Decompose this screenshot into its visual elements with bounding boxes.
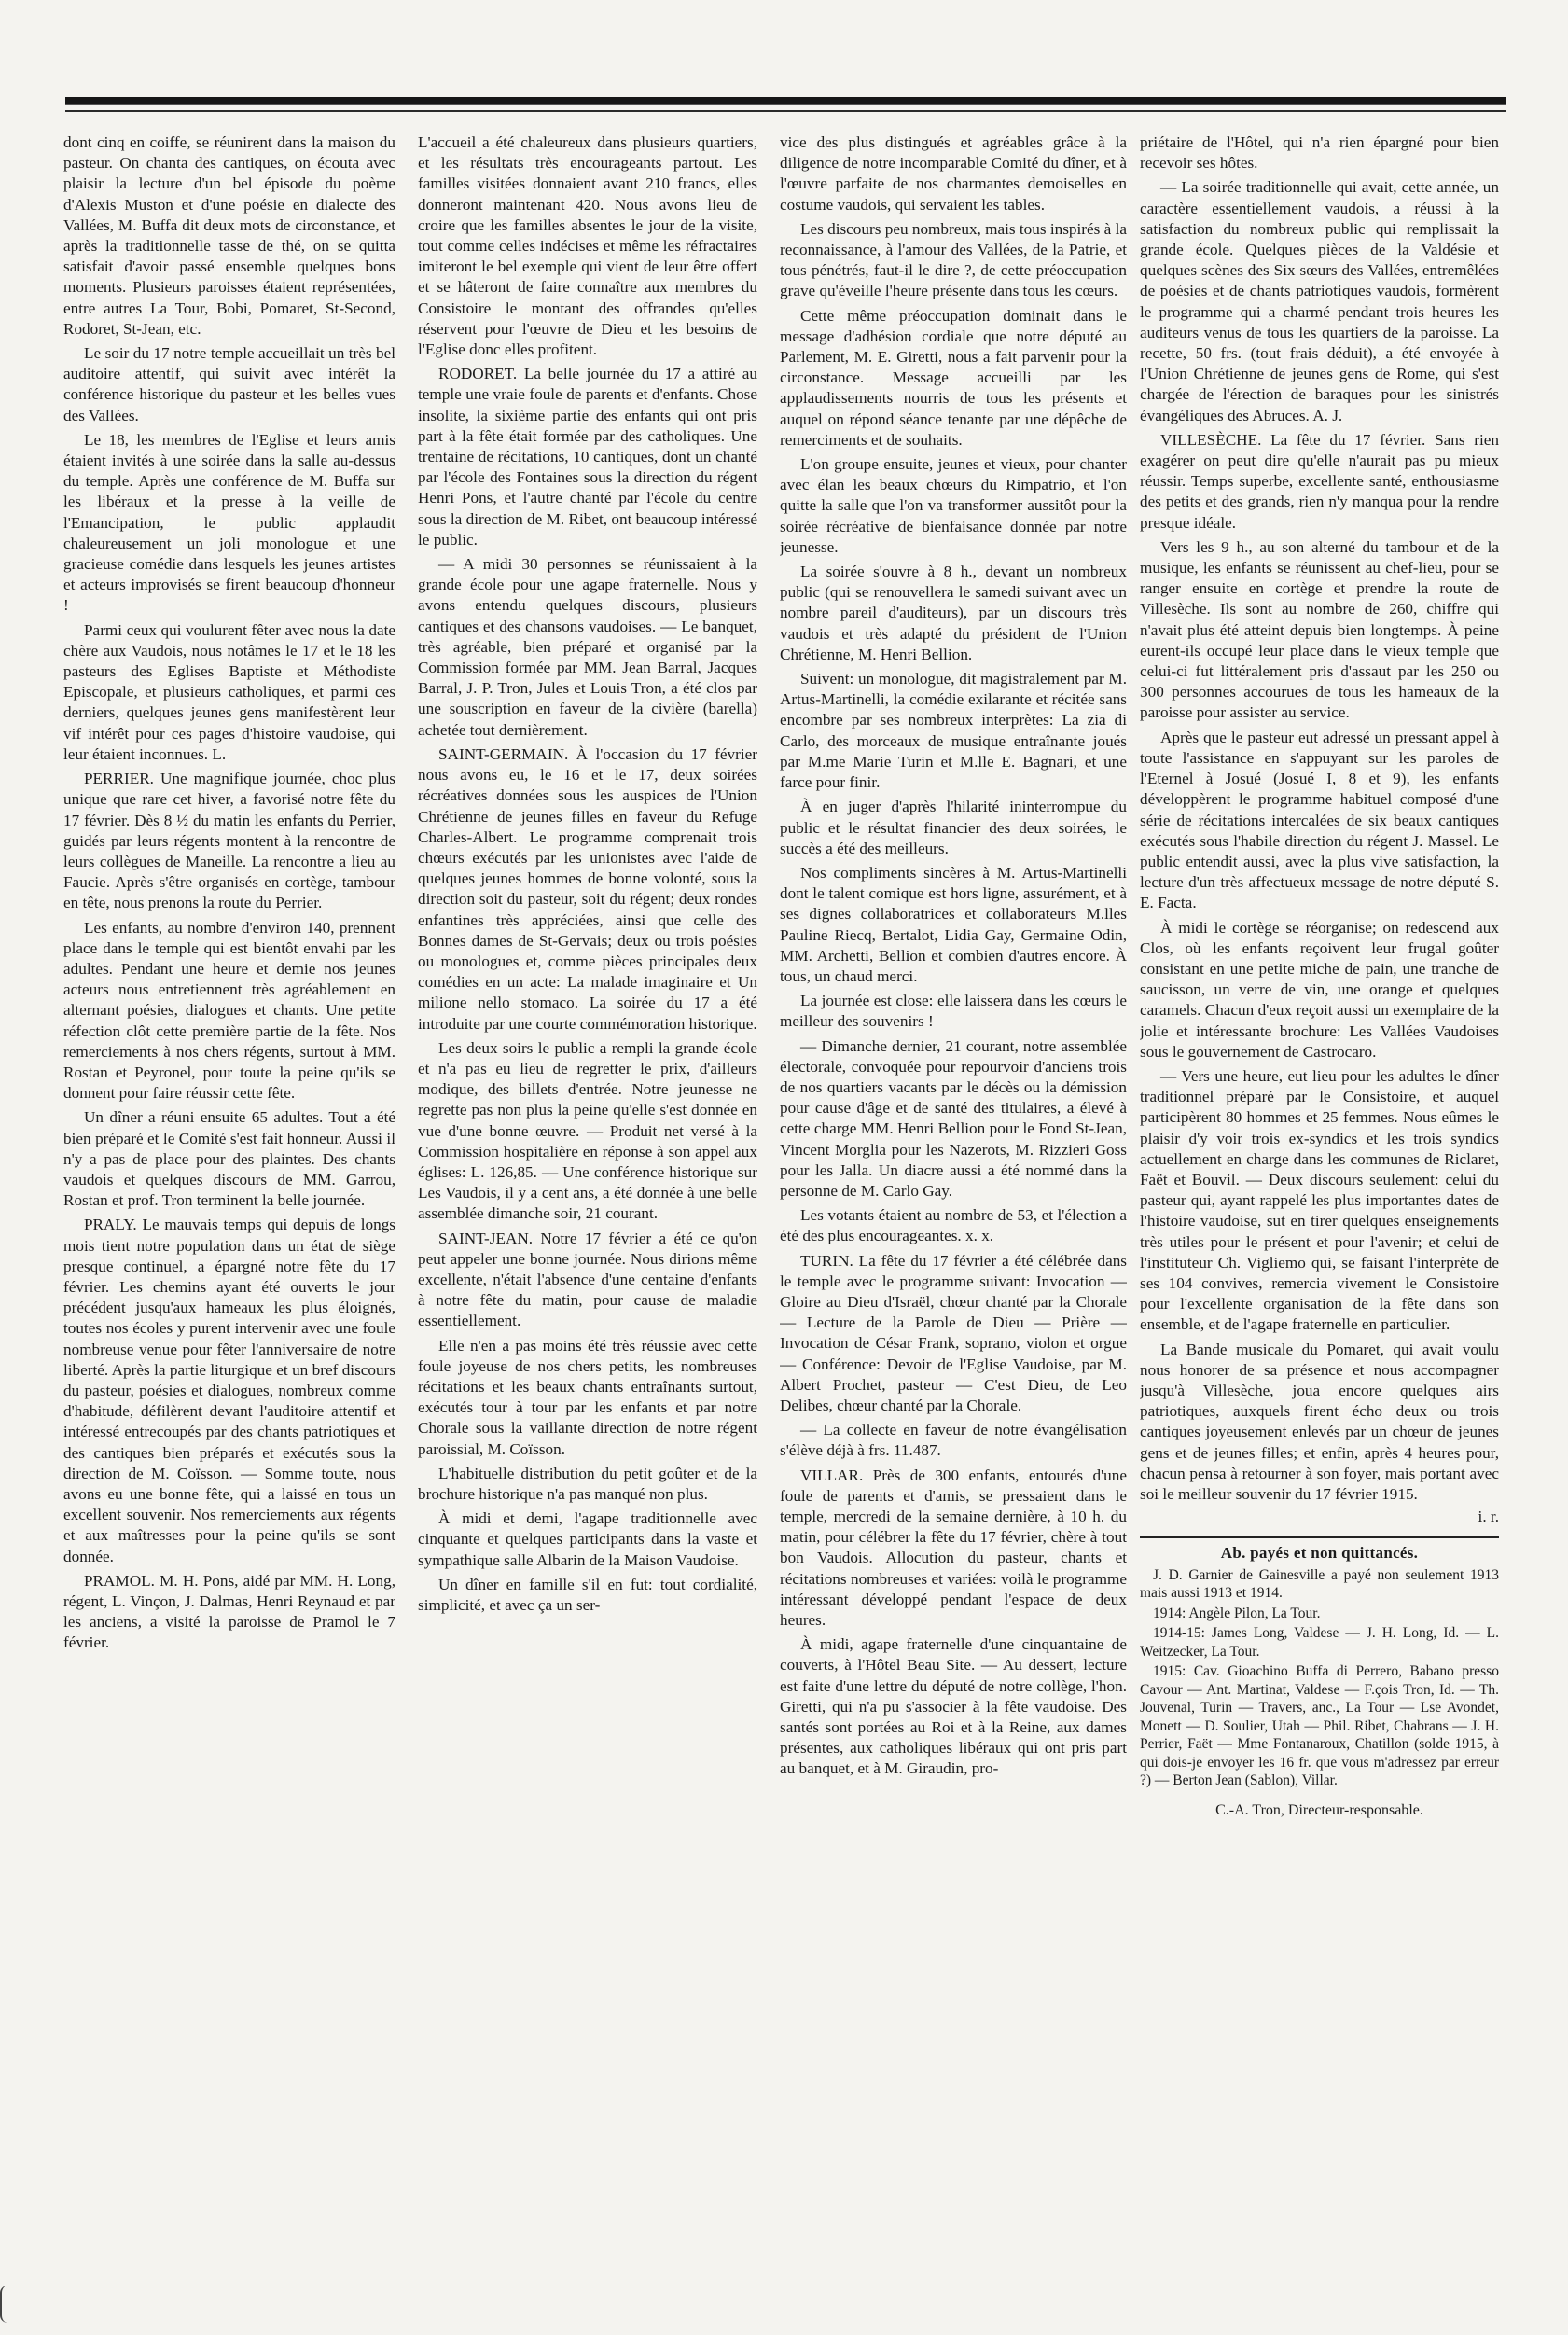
paragraph: PRAMOL. M. H. Pons, aidé par MM. H. Long, régent, L. Vinçon, J. Dalmas, Henri Reynaud et par les anciens, a visité la paroisse de Pramol le 7 février. — [63, 1571, 395, 1652]
paragraph: PRALY. Le mauvais temps qui depuis de longs mois tient notre population dans un état de siège presque continuel, a épargné notre fête du 17 février. Les chemins ayant été ouverts le jour précédent jusqu'aux hameaux les plus éloignés, toutes nos écoles y purent intervenir avec une foule nombreuse venue pour fêter l'anniversaire de notre liberté. Après la partie liturgique et un bref discours du pasteur, poésies et dialogues, nombreux comme d'habitude, défilèrent devant l'auditoire attentif et intéressé entrecoupés par des chants patriotiques et des cantiques bien préparés et exécutés sous la direction de M. Coïsson. — Somme toute, nous avons eu une bonne fête, qui a laissé en tous un excellent souvenir. Nos remerciements aux régents et aux maîtresses pour la peine qu'ils se sont donnée. — [63, 1216, 395, 1565]
subscription-entry: J. D. Garnier de Gainesville a payé non seulement 1913 mais aussi 1913 et 1914. — [1140, 1566, 1499, 1602]
subscriptions-title: Ab. payés et non quittancés. — [1220, 1544, 1419, 1563]
paragraph: — A midi 30 personnes se réunissaient à la grande école pour une agape fraternelle. Nous y avons entendu quelques discours, plusieurs cantiques et des chansons vaudoises. — Le banquet, très agréable, bien préparé et organisé par la Commission formée par MM. Jean Barral, Jacques Barral, J. P. Tron, Jules et Louis Tron, a été clos par une souscription en faveur de la civière (barella) achetée tout dernièrement. — [418, 555, 757, 739]
paragraph: L'on groupe ensuite, jeunes et vieux, pour chanter avec élan les beaux chœurs du Rimpatrio, et l'on quitte la salle que l'on va transformer aussitôt pour la soirée récréative de bienfaisance donnée par notre jeunesse. — [780, 455, 1127, 556]
column-1 — [63, 132, 395, 2278]
paragraph: À en juger d'après l'hilarité ininterrompue du public et le résultat financier des deux soirées, le succès a été des meilleurs. — [780, 798, 1127, 857]
paragraph: SAINT-JEAN. Notre 17 février a été ce qu'on peut appeler une bonne journée. Nous dirions même excellente, n'était l'absence d'une centaine d'enfants à notre fête du matin, pour cause de maladie essentiellement. — [418, 1229, 757, 1330]
signature-initials: i. r. — [1478, 1508, 1499, 1526]
paragraph: La soirée s'ouvre à 8 h., devant un nombreux public (qui se renouvellera le samedi suivant avec un nombre pareil d'auditeurs), par un discours très vaudois et très adapté du président de l'Union Chrétienne, M. Henri Bellion. — [780, 563, 1127, 663]
paragraph: Cette même préoccupation dominait dans le message d'adhésion cordiale que notre député au Parlement, M. E. Giretti, nous a fait parvenir pour la circonstance. Message accueilli par les applaudissements nourris de tous les présents et auquel on répond séance tenante par une dépêche de remerciments et de souhaits. — [780, 306, 1127, 449]
paragraph: PERRIER. Une magnifique journée, choc plus unique que rare cet hiver, a favorisé notre fête du 17 février. Dès 8 ½ du matin les enfants du Perrier, guidés par leurs régents montent à la rencontre de leurs collègues de Maneille. La rencontre a lieu au Faucie. Après s'être organisés en cortège, tambour en tête, nous prenons la route du Perrier. — [63, 770, 395, 912]
column-3 — [780, 132, 1127, 2278]
paragraph: — La soirée traditionnelle qui avait, cette année, un caractère essentiellement vaudois, a réussi à la satisfaction du nombreux public qui remplissait la grande école. Quelques pièces de la Valdésie et quelques scènes des Six sœurs des Vallées, entremêlées de poésies et de chants patriotiques vaudois, formèrent le programme qui a charmé pendant trois heures les auditeurs venus de tous les quartiers de la paroisse. La recette, 50 frs. (tout frais déduit), a été envoyée à l'Union Chrétienne de jeunes gens de Rome, qui s'est chargée de l'érection de baraques pour les sinistrés évangéliques des Abruces. A. J. — [1140, 178, 1499, 424]
paragraph: Les votants étaient au nombre de 53, et l'élection a été des plus encourageantes. x. x. — [780, 1206, 1127, 1245]
paragraph: Le 18, les membres de l'Eglise et leurs amis étaient invités à une soirée dans la salle au-dessus du temple. Après une conférence de M. Buffa sur les libéraux et la presse à la veille de l'Emancipation, le public applaudit chaleureusement un joli monologue et une gracieuse comédie dans lesquels les jeunes artistes et acteurs improvisés se firent beaucoup d'honneur ! — [63, 430, 395, 615]
paragraph: VILLESÈCHE. La fête du 17 février. Sans rien exagérer on peut dire qu'elle n'aurait pas pu mieux réussir. Temps superbe, excellente santé, enthousiasme des petits et des grands, rien n'y manqua pour la rendre presque idéale. — [1140, 430, 1499, 532]
paragraph: dont cinq en coiffe, se réunirent dans la maison du pasteur. On chanta des cantiques, on écouta avec plaisir la lecture d'un bel épisode du poème d'Alexis Muston et d'une poésie en dialecte des Vallées, M. Buffa dit deux mots de circonstance, et après la traditionnelle tasse de thé, on se quitta satisfait d'avoir passé ensemble quelques bons moments. Plusieurs paroisses étaient représentées, entre autres La Tour, Bobi, Pomaret, St-Second, Rodoret, St-Jean, etc. — [63, 133, 395, 338]
paragraph: — La collecte en faveur de notre évangélisation s'élève déjà à frs. 11.487. — [780, 1421, 1127, 1460]
paragraph: L'accueil a été chaleureux dans plusieurs quartiers, et les résultats très encourageants partout. Les familles visitées donnaient avant 210 francs, elles donneront maintenant 420. Nous avons lieu de croire que les familles absentes le jour de la visite, tout comme celles indécises et même les réfractaires imiteront le bel exemple qui vient de leur être offert et se hâteront de faire connaître aux membres du Consistoire le montant des offrandes qu'elles réservent pour l'œuvre de Dieu et les besoins de l'Eglise donc elles profitent. — [418, 133, 757, 359]
paragraph: Un dîner en famille s'il en fut: tout cordialité, simplicité, et avec ça un ser- — [418, 1575, 757, 1615]
paragraph: Les enfants, au nombre d'environ 140, prennent place dans le temple qui est bientôt envahi par les adultes. Pendant une heure et demie nos jeunes acteurs nous entretiennent très agréablement en alternant poésies, dialogues et chants. Une petite réfection clôt cette première partie de la fête. Nos remerciements à nos chers régents, surtout à MM. Rostan et Peyronel, pour toute la peine qu'ils se donnent pour faire réussir cette fête. — [63, 918, 395, 1103]
paragraph: Nos compliments sincères à M. Artus-Martinelli dont le talent comique est hors ligne, assurément, et à ses dignes collaboratrices et collaborateurs M.lles Pauline Riecq, Bertalot, Lidia Gay, Germaine Odin, MM. Archetti, Bellion et combien d'autres encore. À tous, un chaud merci. — [780, 863, 1127, 985]
paragraph: À midi et demi, l'agape traditionnelle avec cinquante et quelques participants dans la vaste et sympathique salle Albarin de la Maison Vaudoise. — [418, 1509, 757, 1569]
paragraph: VILLAR. Près de 300 enfants, entourés d'une foule de parents et d'amis, se pressaient dans le temple, mercredi de la semaine dernière, à 10 h. du matin, pour célébrer la fête du 17 février, chère à tout bon Vaudois. Allocution du pasteur, chants et récitations nombreuses et variées: voilà le programme intéressant développé pendant l'espace de deux heures. — [780, 1466, 1127, 1630]
subscriptions-box — [1140, 1536, 1499, 1819]
paragraph: Les discours peu nombreux, mais tous inspirés à la reconnaissance, à l'amour des Vallées, de la Patrie, et tous pénétrés, faut-il le dire ?, de cette préoccupation grave qu'éveille l'heure présente dans tous les cœurs. — [780, 219, 1127, 300]
editor-signature: C.-A. Tron, Directeur-responsable. — [1215, 1801, 1423, 1818]
paragraph: Suivent: un monologue, dit magistralement par M. Artus-Martinelli, la comédie exilarante et récitée sans encombre par ses nombreux interprètes: La zia di Carlo, des morceaux de musique entraînante joués par M.me Marie Turin et M.lle E. Bagnari, et une farce pour finir. — [780, 670, 1127, 792]
paragraph: L'habituelle distribution du petit goûter et de la brochure historique n'a pas manqué non plus. — [418, 1464, 757, 1503]
paragraph: vice des plus distingués et agréables grâce à la diligence de notre incomparable Comité du dîner, et à l'œuvre parfaite de nos charmantes demoiselles en costume vaudois, qui servaient les tables. — [780, 133, 1127, 214]
paragraph: Elle n'en a pas moins été très réussie avec cette foule joyeuse de nos chers petits, les nombreuses récitations et les beaux chants entraînants surtout, exécutés tour à tour par les enfants et par notre Chorale sous la vaillante direction de notre régent paroissial, M. Coïsson. — [418, 1336, 757, 1458]
paragraph: TURIN. La fête du 17 février a été célébrée dans le temple avec le programme suivant: Invocation — Gloire au Dieu d'Israël, chœur chanté par la Chorale — Lecture de la Parole de Dieu — Prière — Invocation de César Frank, soprano, violon et orgue — Conférence: Devoir de l'Eglise Vaudoise, par M. Albert Prochet, pasteur — C'est Dieu, de Leo Delibes, chœur chanté par la Chorale. — [780, 1251, 1127, 1414]
header-rule — [65, 97, 1506, 105]
subscription-entry: 1914-15: James Long, Valdese — J. H. Long, Id. — L. Weitzecker, La Tour. — [1140, 1625, 1499, 1660]
paragraph: RODORET. La belle journée du 17 a attiré au temple une vraie foule de parents et d'enfants. Chose insolite, la sixième partie des enfants qui ont pris part à la fête était formée par des catholiques. Une trentaine de récitations, 10 cantiques, dont un chanté par l'école des Fontaines sous la direction du régent Henri Pons, et l'autre chanté par l'école du centre sous la direction de M. Ribet, ont beaucoup intéressé le public. — [418, 365, 757, 549]
paragraph: SAINT-GERMAIN. À l'occasion du 17 février nous avons eu, le 16 et le 17, deux soirées récréatives données sous les auspices de l'Union Chrétienne de jeunes filles en faveur du Refuge Charles-Albert. Le programme comprenait trois chœurs exécutés par les unionistes avec l'aide de quelques jeunes hommes de bonne volonté, sous la direction soit du pasteur, soit du régent; deux rondes enfantines très appréciées, ainsi que celle des Bonnes dames de St-Gervais; deux ou trois poésies ou monologues et, comme pièces principales deux comédies en un acte: La malade imaginaire et Un milione nello stomaco. La soirée du 17 a été introduite par une courte commémoration historique. — [418, 744, 757, 1033]
paragraph: À midi, agape fraternelle d'une cinquantaine de couverts, à l'Hôtel Beau Site. — Au dessert, lecture est faite d'une lettre du député de notre collège, l'hon. Giretti, qui n'a pu s'associer à la fête vaudoise. Des santés sont portées au Roi et à la Reine, aux dames présentes, aux catholiques libéraux qui ont pris part au banquet, et à M. Giraudin, pro- — [780, 1635, 1127, 1778]
paragraph: Vers les 9 h., au son alterné du tambour et de la musique, les enfants se réunissent au chef-lieu, pour se ranger ensuite en cortège et prendre la route de Villesèche. Ils sont au nombre de 260, chiffre qui n'avait plus été atteint depuis bien longtemps. À peine eurent-ils occupé leur place dans le vieux temple que celui-ci fut littéralement pris d'assaut par les 250 ou 300 personnes accourues de tous les hameaux de la paroisse pour assister au service. — [1140, 537, 1499, 722]
paragraph: Après que le pasteur eut adressé un pressant appel à toute l'assistance en s'appuyant sur les paroles de l'Eternel à Josué (Josué I, 8 et 9), les enfants développèrent le programme habituel composé d'une série de récitations intercalées de six beaux cantiques exécutés sous l'habile direction du régent J. Massel. Le public entendit aussi, avec la plus vive satisfaction, la lecture d'un très affectueux message de notre député S. E. Facta. — [1140, 728, 1499, 912]
margin-mark — [0, 2286, 9, 2323]
paragraph: Le soir du 17 notre temple accueillait un très bel auditoire attentif, qui suivit avec intérêt la conférence historique du pasteur et les belles vues des Vallées. — [63, 344, 395, 424]
paragraph: Parmi ceux qui voulurent fêter avec nous la date chère aux Vaudois, nous notâmes le 17 et le 18 les pasteurs des Eglises Baptiste et Méthodiste Episcopale, et plusieurs catholiques, et parmi ces derniers, quelques jeunes gens manifestèrent leur vif intérêt pour ces pages d'histoire vaudoise, qui leur étaient inconnues. L. — [63, 620, 395, 763]
header-rule-thin — [65, 110, 1506, 112]
paragraph: La journée est close: elle laissera dans les cœurs le meilleur des souvenirs ! — [780, 992, 1127, 1031]
paragraph: — Vers une heure, eut lieu pour les adultes le dîner traditionnel préparé par le Consistoire, et auquel participèrent 80 hommes et 25 femmes. Nous eûmes le plaisir d'y voir trois ex-syndics et les trois syndics actuellement en charge dans les communes de Riclaret, Faët et Bouvil. — Deux discours seulement: celui du pasteur qui, ayant rappelé les plus importantes dates de l'histoire vaudoise, sut en tirer quelques enseignements très utiles pour le présent et pour l'avenir; et celui de l'instituteur Ch. Vigliemo qui, se faisant l'interprète de ses 104 convives, remercia vivement le Consistoire pour l'excellente organisation de la fête dans son ensemble, et de l'agape fraternelle en particulier. — [1140, 1066, 1499, 1334]
column-2 — [418, 132, 757, 2278]
paragraph: À midi le cortège se réorganise; on redescend aux Clos, où les enfants reçoivent leur frugal goûter consistant en une petite miche de pain, une tranche de saucisson, un verre de vin, une orange et quelques caramels. Chacun d'eux reçoit aussi un exemplaire de la jolie et intéressante brochure: Les Vallées Vaudoises sous le gouvernement de Castrocaro. — [1140, 918, 1499, 1061]
paragraph: — Dimanche dernier, 21 courant, notre assemblée électorale, convoquée pour repourvoir d'anciens trois de nos quartiers vacants par le décès ou la démission pour cause d'âge et de santé des titulaires, a élevé à cette charge MM. Henri Bellion pour le Fond St-Jean, Vincent Morglia pour les Nazerots, M. Rizzieri Goss pour les Jalla. Un diacre aussi a été nommé dans la personne de M. Carlo Gay. — [780, 1036, 1127, 1200]
paragraph: La Bande musicale du Pomaret, qui avait voulu nous honorer de sa présence et nous accompagner jusqu'à Villesèche, joua encore quelques airs patriotiques, auxquels firent écho deux ou trois cantiques joyeusement enlevés par un chœur de jeunes gens et de jeunes filles; et enfin, après 4 heures pour, chacun pensa à retourner à son foyer, mais portant avec soi le meilleur souvenir du 17 février 1915. — [1140, 1340, 1499, 1503]
paragraph: priétaire de l'Hôtel, qui n'a rien épargné pour bien recevoir ses hôtes. — [1140, 133, 1499, 173]
paragraph: Les deux soirs le public a rempli la grande école et n'a pas eu lieu de regretter le prix, d'ailleurs modique, des billets d'entrée. Notre jeunesse ne regrette pas non plus la peine qu'elle s'est donnée en vue d'une bonne œuvre. — Produit net versé à la Commission hospitalière en réponse à son appel aux églises: L. 126,85. — Une conférence historique sur Les Vaudois, il y a cent ans, a été donnée à une belle assemblée dimanche soir, 21 courant. — [418, 1038, 757, 1223]
subscription-entry: 1914: Angèle Pilon, La Tour. — [1153, 1605, 1321, 1621]
subscription-entry: 1915: Cav. Gioachino Buffa di Perrero, Babano presso Cavour — Ant. Martinat, Valdese — F.çois Tron, Id. — Th. Jouvenal, Turin — Travers, anc., La Tour — Lse Avondet, Monett — D. Soulier, Utah — Phil. Ribet, Chabrans — J. H. Perrier, Faët — Mme Fontanaroux, Chatillon (solde 1915, à qui dois-je envoyer les 16 fr. que vous m'adressez par erreur ?) — Berton Jean (Sablon), Villar. — [1140, 1663, 1499, 1789]
column-4 — [1140, 132, 1499, 2278]
paragraph: Un dîner a réuni ensuite 65 adultes. Tout a été bien préparé et le Comité s'est fait honneur. Aussi il n'y a pas de place pour des plaintes. Des chants vaudois et quelques discours de MM. Garrou, Rostan et prof. Tron terminent la belle journée. — [63, 1108, 395, 1210]
